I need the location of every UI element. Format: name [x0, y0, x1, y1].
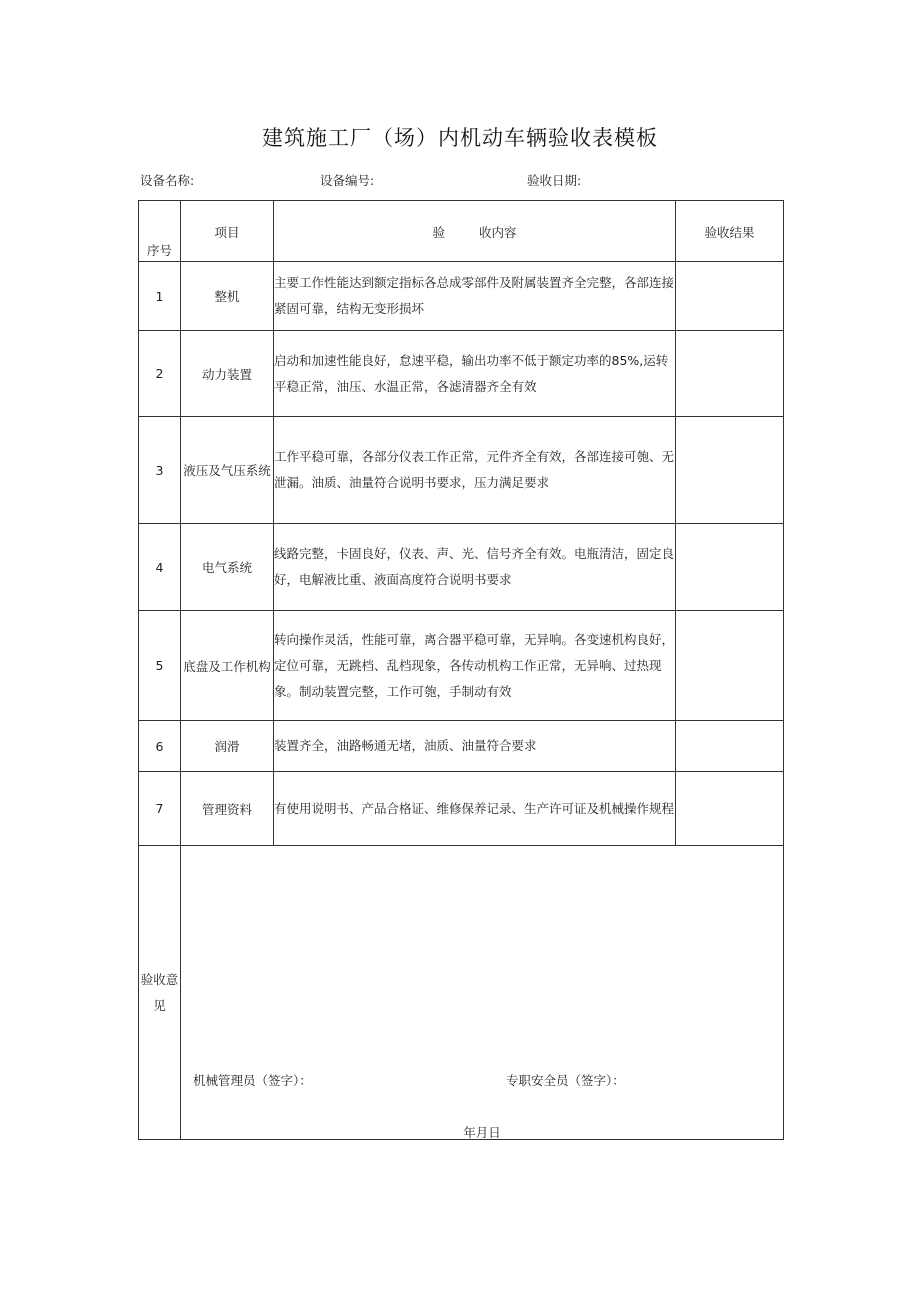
- device-name-label: 设备名称:: [140, 173, 195, 188]
- row-item: 液压及气压系统: [181, 417, 274, 524]
- mech-manager-signature[interactable]: 机械管理员（签字）：: [193, 1073, 312, 1088]
- opinion-area[interactable]: [181, 846, 784, 1140]
- row-seq: 7: [139, 772, 181, 846]
- row-result[interactable]: [676, 524, 784, 611]
- header-item-text: 项目: [214, 225, 240, 240]
- row-seq: 1: [139, 262, 181, 331]
- page-title: 建筑施工厂（场）内机动车辆验收表模板: [262, 126, 658, 150]
- opinion-label: 验收意见: [139, 846, 181, 1140]
- table-row: [139, 611, 784, 721]
- table-row: [139, 331, 784, 417]
- row-result[interactable]: [676, 331, 784, 417]
- header-seq: 序号: [139, 201, 181, 262]
- row-content: 工作平稳可靠，各部分仪表工作正常，元件齐全有效，各部连接可匏、无泄漏。油质、油量符合说明书要求，压力满足要求: [274, 417, 676, 524]
- acceptance-table: [138, 200, 784, 1140]
- row-item: 底盘及工作机构: [181, 611, 274, 721]
- header-content-part2: 收内容: [479, 225, 517, 240]
- row-content: 启动和加速性能良好，怠速平稳，输出功率不低于额定功率的85%,运转平稳正常，油压、水温正常，各滤清器齐全有效: [274, 331, 676, 417]
- table-row: [139, 262, 784, 331]
- row-result[interactable]: [676, 611, 784, 721]
- table-row: [139, 417, 784, 524]
- row-result[interactable]: [676, 262, 784, 331]
- row-content: 转向操作灵活，性能可靠，离合器平稳可靠，无异响。各变速机构良好，定位可靠，无跳档、乱档现象，各传动机构工作正常，无异响、过热现象。制动装置完整，工作可匏，手制动有效: [274, 611, 676, 721]
- row-content: 有使用说明书、产品合格证、维修保养记录、生产许可证及机械操作规程: [274, 772, 676, 846]
- row-content: 主要工作性能达到额定指标各总成零部件及附属装置齐全完整，各部连接紧固可靠，结构无变形损坏: [274, 262, 676, 331]
- row-content: 线路完整，卡固良好，仪表、声、光、信号齐全有效。电瓶清洁，固定良好，电解液比重、液面高度符合说明书要求: [274, 524, 676, 611]
- row-item: 润滑: [181, 721, 274, 772]
- row-seq: 4: [139, 524, 181, 611]
- header-content: [274, 201, 676, 262]
- table-row: [139, 721, 784, 772]
- header-content-part1: 验: [432, 225, 445, 240]
- signature-date: 年月日: [463, 1125, 501, 1140]
- row-result[interactable]: [676, 417, 784, 524]
- header-item: [181, 201, 274, 262]
- row-seq: 5: [139, 611, 181, 721]
- row-item: 管理资料: [181, 772, 274, 846]
- device-number-label: 设备编号:: [320, 173, 375, 188]
- header-result: [676, 201, 784, 262]
- row-result[interactable]: [676, 721, 784, 772]
- row-seq: 6: [139, 721, 181, 772]
- row-content: 装置齐全，油路畅通无堵，油质、油量符合要求: [274, 721, 676, 772]
- acceptance-date-label: 验收日期:: [527, 173, 582, 188]
- header-result-text: 验收结果: [704, 225, 755, 240]
- safety-officer-signature[interactable]: 专职安全员（签字）：: [506, 1073, 625, 1088]
- row-item: 动力装置: [181, 331, 274, 417]
- header-row: [139, 201, 784, 262]
- row-item: 整机: [181, 262, 274, 331]
- row-result[interactable]: [676, 772, 784, 846]
- opinion-row: [139, 846, 784, 1140]
- table-row: [139, 524, 784, 611]
- table-row: [139, 772, 784, 846]
- row-seq: 2: [139, 331, 181, 417]
- row-item: 电气系统: [181, 524, 274, 611]
- row-seq: 3: [139, 417, 181, 524]
